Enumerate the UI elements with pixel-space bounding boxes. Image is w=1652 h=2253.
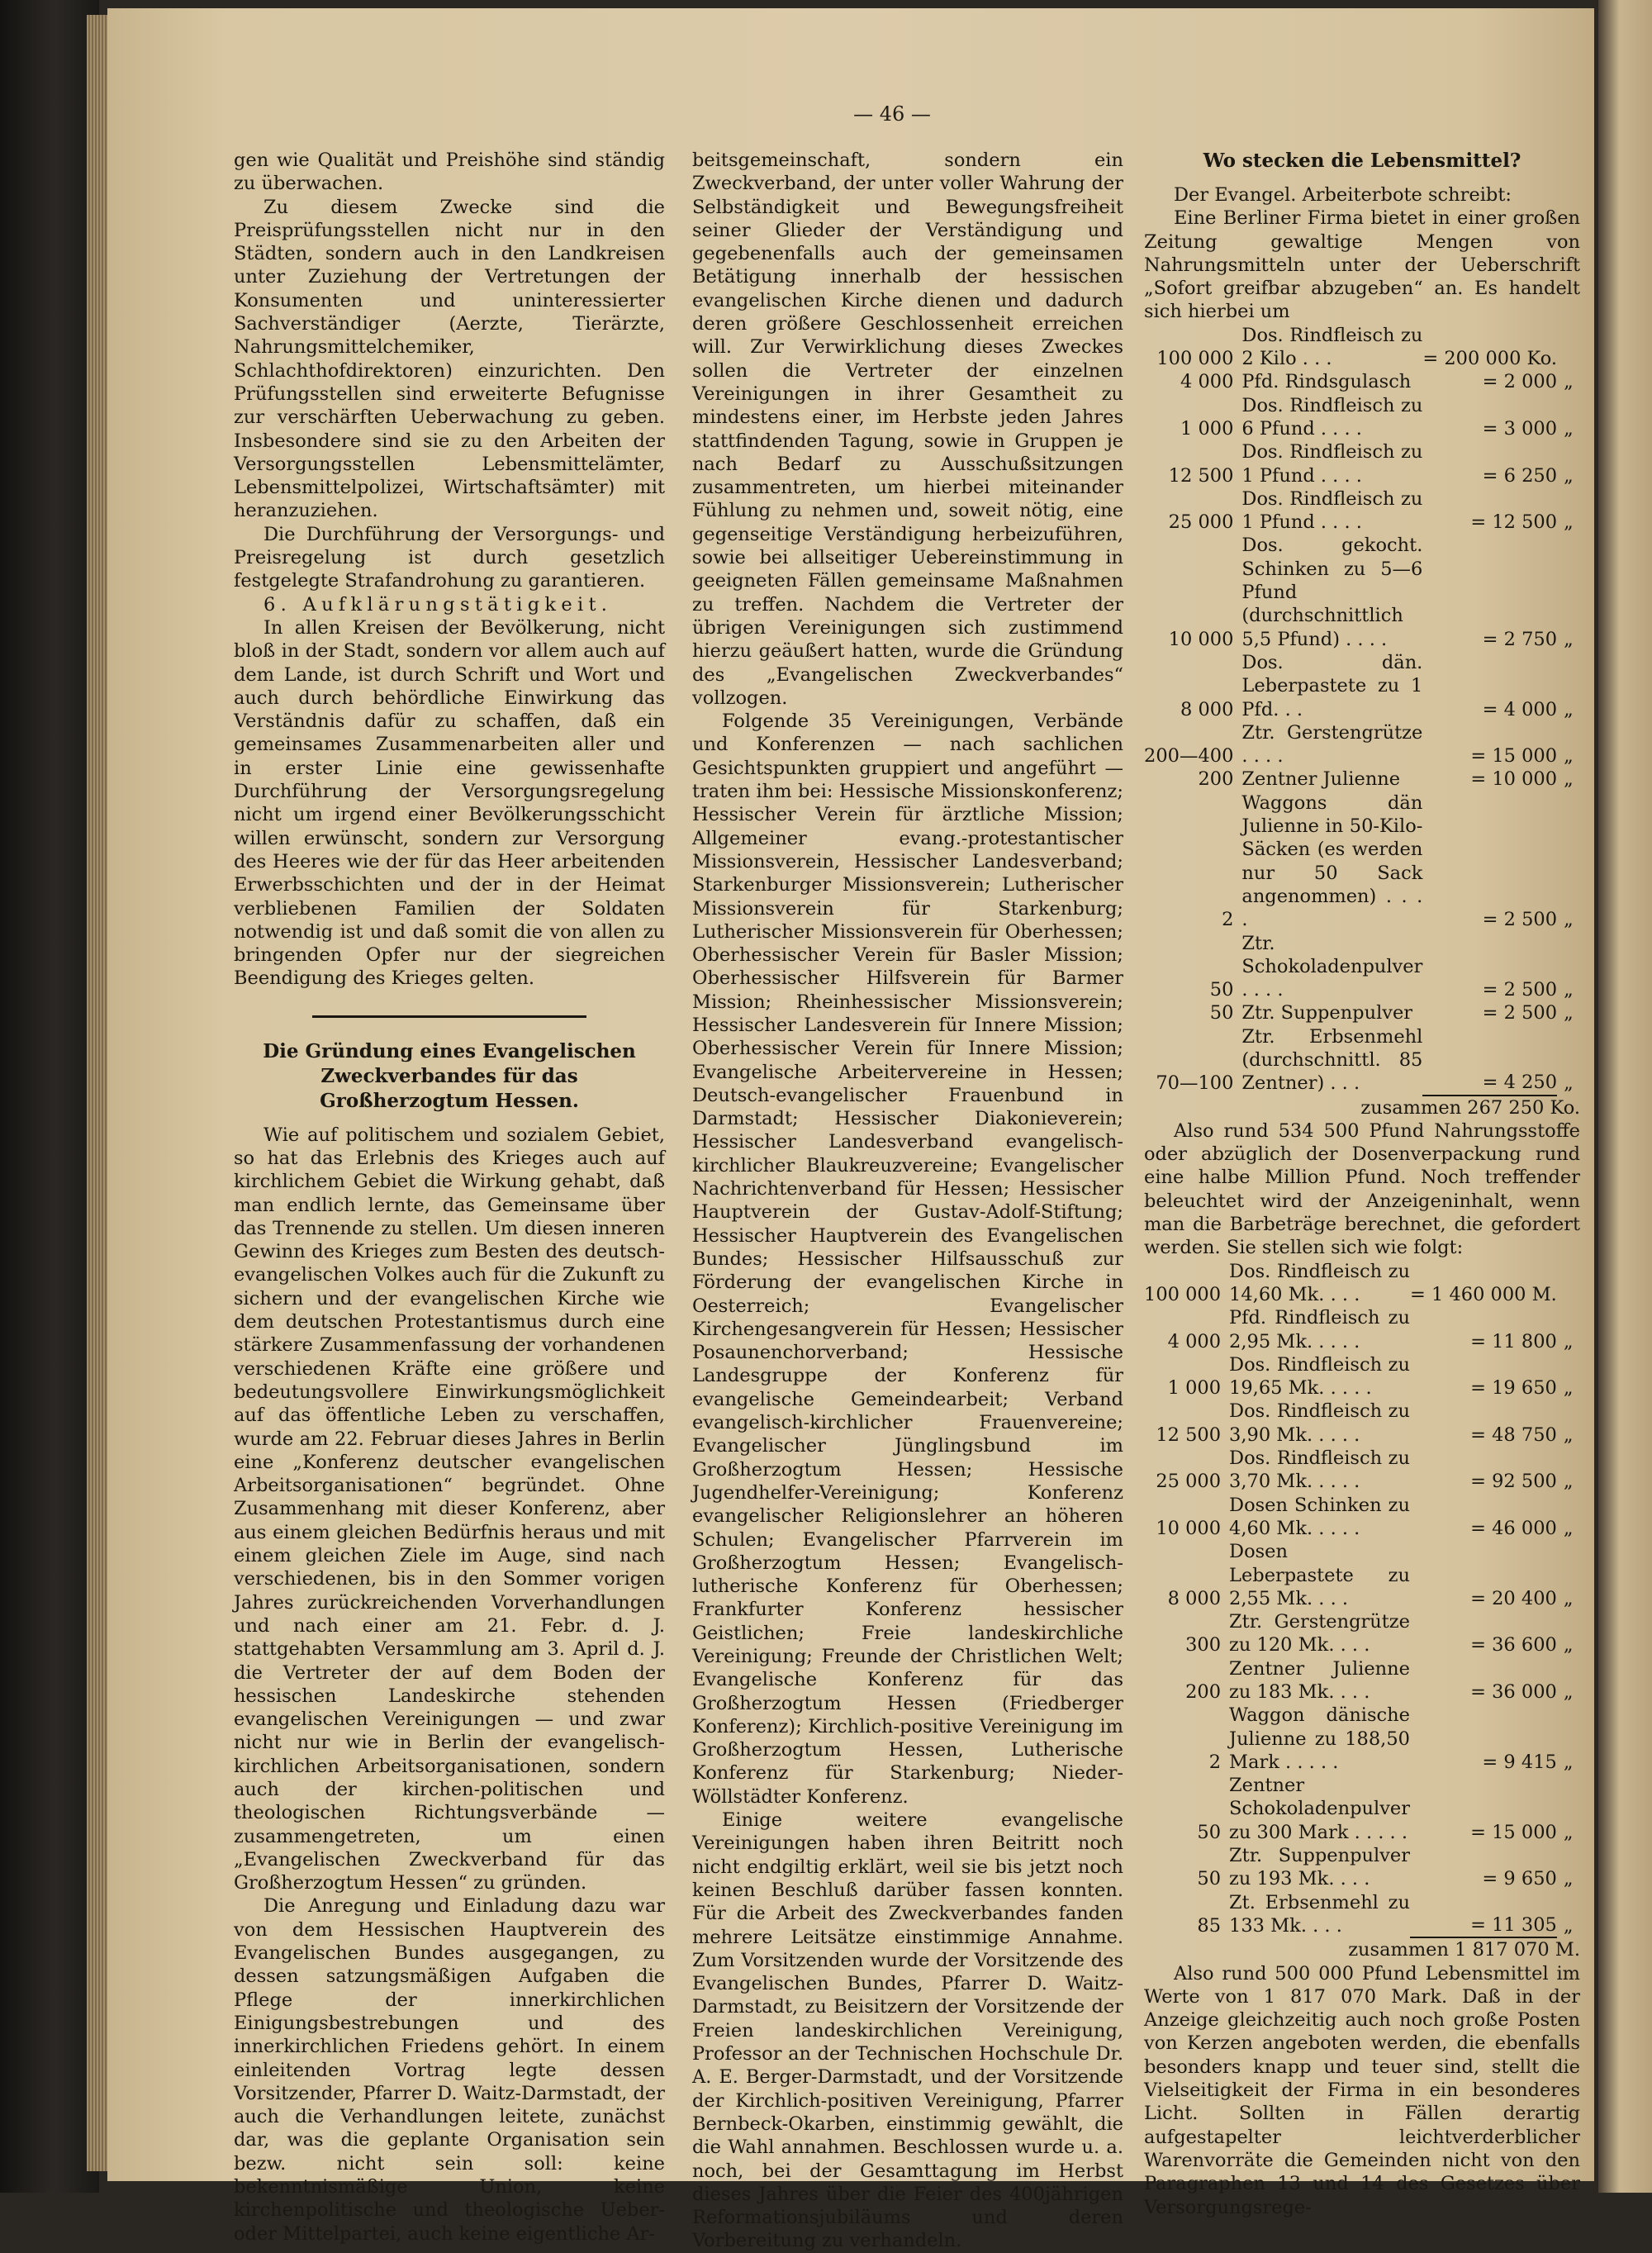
next-page-edge <box>1598 0 1652 2193</box>
table-row <box>1144 1447 1580 1494</box>
book-binding <box>0 0 99 2193</box>
cell-unit: „ <box>1563 1424 1574 1446</box>
table-row <box>1144 651 1580 721</box>
cell-value: = 36 000 <box>1470 1681 1557 1703</box>
cell-qty: 200 <box>1198 768 1234 791</box>
cell-desc: Dosen Leberpastete zu 2,55 Mk. . . . <box>1229 1541 1410 1609</box>
cell-qty: 10 000 <box>1156 1517 1222 1539</box>
cell-value: = 2 500 <box>1482 1002 1558 1024</box>
cell-value: = 2 000 <box>1482 371 1558 393</box>
cell-desc: Dos. Rindfleisch zu 19,65 Mk. . . . . <box>1229 1353 1410 1400</box>
cell-value: = 1 460 000 M. <box>1409 1283 1557 1305</box>
cell-value: = 3 000 <box>1482 417 1558 440</box>
cell-value: = 36 600 <box>1470 1634 1557 1656</box>
table-row <box>1144 1657 1580 1704</box>
table-row <box>1144 1540 1580 1610</box>
cell-qty: 8 000 <box>1180 698 1234 720</box>
paragraph: Einige weitere evangelische Vereinigungen haben ihren Beitritt noch nicht endgiltig erklärt, weil sie bis jetzt noch keinen Beschluß darüber fassen konnten. Für die Arbeit des Zweckverbandes fanden mehrere Leitsätze einstimmige Annahme. Zum Vorsitzenden wurde der Vorsitzende des Evangelischen Bundes, Pfarrer D. Waitz-Darmstadt, zu Beisitzern der Vorsitzende der Freien landeskirchlichen Vereinigung, Professor an der Technischen Hochschule Dr. A. E. Berger-Darmstadt, und der Vorsitzende der Kirchlich-positiven Vereinigung, Pfarrer Bernbeck-Okarben, einstimmig gewählt, die die Wahl annahmen. Beschlossen wurde u. a. noch, bei der Gesamttagung im Herbst dieses Jahres über die Feier des 400jährigen Reformationsjubiläums und deren Vorbereitung zu verhandeln. <box>692 1809 1123 2252</box>
cell-value: = 2 750 <box>1482 628 1558 650</box>
cell-unit: „ <box>1563 1634 1574 1656</box>
cell-qty: 4 000 <box>1167 1330 1222 1352</box>
cell-unit: „ <box>1564 1072 1574 1095</box>
cell-value: = 2 500 <box>1482 979 1558 1001</box>
cell-qty: 85 <box>1197 1914 1222 1937</box>
cell-qty: 10 000 <box>1168 628 1234 650</box>
cell-value: = 4 000 <box>1482 698 1558 720</box>
paragraph: Die Durchführung der Versorgungs- und Preisregelung ist durch gesetzlich festgelegte Strafandrohung zu garantieren. <box>234 523 665 592</box>
cell-unit: „ <box>1563 1330 1574 1352</box>
cell-unit: „ <box>1564 417 1574 440</box>
cell-value: = 6 250 <box>1482 464 1558 487</box>
cell-unit: „ <box>1563 1681 1574 1703</box>
cell-qty: 25 000 <box>1168 511 1234 534</box>
cell-qty: 70—100 <box>1156 1072 1234 1095</box>
paragraph: Also rund 534 500 Pfund Nahrungsstoffe oder abzüglich der Dosenverpackung rund eine halbe Million Pfund. Noch treffender beleuchtet wird der Anzeigeninhalt, wenn man die Barbeträge berechnet, die gefordert werden. Sie stellen sich wie folgt: <box>1144 1119 1580 1259</box>
column-right <box>1144 149 1580 2219</box>
cell-value: = 19 650 <box>1470 1377 1557 1400</box>
cell-desc: Pfd. Rindsgulasch <box>1241 371 1412 393</box>
cell-desc: Ztr. Suppenpulver <box>1241 1002 1413 1024</box>
cell-value: = 4 250 <box>1422 1025 1557 1096</box>
cell-unit: „ <box>1564 768 1574 791</box>
cell-desc: Zt. Erbsenmehl zu 133 Mk. . . . <box>1229 1891 1410 1937</box>
cell-desc: Zentner Julienne zu 183 Mk. . . . <box>1229 1657 1410 1703</box>
cell-desc: Dos. gekocht. Schinken zu 5—6 Pfund (durchschnittlich 5,5 Pfund) . . . . <box>1241 535 1423 650</box>
cell-qty: 12 500 <box>1156 1424 1222 1446</box>
table-row <box>1144 1610 1580 1657</box>
cell-desc: Dos. Rindfleisch zu 2 Kilo . . . <box>1241 324 1423 370</box>
table-row <box>1144 324 1580 371</box>
paragraph: beitsgemeinschaft, sondern ein Zweckverband, der unter voller Wahrung der Selbständigkeit und Bewegungsfreiheit seiner Glieder der Verständigung und gegebenenfalls auch der gemeinsamen Betätigung innerhalb der hessischen evangelischen Kirche dienen und dadurch deren größere Geschlossenheit erreichen will. Zur Verwirklichung dieses Zweckes sollen die Vertreter der einzelnen Vereinigungen in ihrer Gesamtheit zu mindestens einer, im Herbste jeden Jahres stattfindenden Tagung, sowie in Gruppen je nach Bedarf zu Ausschußsitzungen zusammentreten, um hierbei miteinander Fühlung zu nehmen und, soweit nötig, eine gegenseitige Verständigung herbeizuführen, sowie bei allseitiger Uebereinstimmung in geeigneten Fällen gemeinsame Maßnahmen zu treffen. Nachdem die Vertreter der übrigen Vereinigungen sich zustimmend hierzu geäußert hatten, wurde die Gründung des „Evangelischen Zweckverbandes“ vollzogen. <box>692 150 1123 709</box>
cell-qty: 50 <box>1197 1821 1222 1843</box>
price-table-quantities <box>1144 324 1580 1096</box>
table-row <box>1144 1260 1580 1307</box>
cell-desc: Zentner Julienne <box>1241 768 1401 791</box>
table-row <box>1144 534 1580 650</box>
cell-unit: „ <box>1563 1868 1574 1890</box>
cell-desc: Dos. Rindfleisch zu 1 Pfund . . . . <box>1241 441 1423 487</box>
cell-unit <box>1557 324 1580 371</box>
table-row <box>1144 768 1580 791</box>
cell-qty: 300 <box>1185 1634 1222 1656</box>
cell-unit: „ <box>1563 1471 1574 1493</box>
cell-desc: Waggon dänische Julienne zu 188,50 Mark . . . . . <box>1229 1704 1410 1773</box>
cell-unit: „ <box>1564 979 1574 1001</box>
table-total: zusammen 267 250 Ko. <box>1360 1096 1580 1119</box>
cell-value: = 20 400 <box>1470 1587 1557 1609</box>
cell-unit: „ <box>1563 1751 1574 1773</box>
table-row <box>1144 1025 1580 1096</box>
cell-qty: 1 000 <box>1167 1377 1222 1400</box>
cell-qty: 100 000 <box>1156 348 1234 370</box>
cell-qty: 200—400 <box>1144 745 1234 768</box>
cell-desc: Dos. Rindfleisch zu 3,70 Mk. . . . . <box>1229 1447 1410 1493</box>
cell-value: = 12 500 <box>1470 511 1558 534</box>
cell-unit: „ <box>1563 1914 1574 1937</box>
column-left <box>234 149 665 2246</box>
paragraph: In allen Kreisen der Bevölkerung, nicht bloß in der Stadt, sondern vor allem auch auf dem Lande, ist durch Schrift und Wort und auch durch behördliche Einwirkung das Verständnis dafür zu schaffen, daß ein gemeinsames Zusammenarbeiten aller und in erster Linie eine gewissenhafte Durchführung der Versorgungsregelung nicht um irgend einer Bevölkerungsschicht willen erwünscht, sondern zur Versorgung des Heeres wie der für das Heer arbeitenden Erwerbsschichten und der in der Heimat verbliebenen Familien der Soldaten notwendig ist und daß somit die von allen zu bringenden Opfer nur der siegreichen Beendigung des Krieges gelten. <box>234 616 665 990</box>
paragraph: gen wie Qualität und Preishöhe sind ständig zu überwachen. <box>234 150 665 195</box>
paragraph: Zu diesem Zwecke sind die Preisprüfungsstellen nicht nur in den Städten, sondern auch in den Landkreisen unter Zuziehung der Vertretungen der Konsumenten und uninteressierter Sachverständiger (Aerzte, Tierärzte, Nahrungsmittelchemiker, Schlachthofdirektoren) einzurichten. Den Prüfungsstellen sind erweiterte Befugnisse zur verschärften Ueberwachung zu geben. Insbesondere sind sie zu den Arbeiten der Versorgungsstellen Lebensmittelämter, Lebensmittelpolizei, Wirtschaftsämter) mit heranzuziehen. <box>234 196 665 522</box>
table-row <box>1144 1844 1580 1891</box>
cell-desc: Ztr. Gerstengrütze zu 120 Mk. . . . <box>1229 1611 1410 1656</box>
cell-unit <box>1557 1260 1580 1307</box>
cell-qty: 12 500 <box>1168 464 1234 487</box>
cell-qty: 2 <box>1208 1751 1222 1773</box>
table-total: zusammen 1 817 070 M. <box>1348 1939 1580 1961</box>
table-row <box>1144 394 1580 441</box>
cell-desc: Dos. Rindfleisch zu 14,60 Mk. . . . <box>1229 1260 1410 1305</box>
cell-qty: 50 <box>1197 1868 1222 1890</box>
cell-qty: 50 <box>1209 979 1234 1001</box>
article-title: Die Gründung eines Evangelischen Zweckverbandes für das Großherzogtum Hessen. <box>263 1039 636 1112</box>
table-row <box>1144 1353 1580 1400</box>
cell-unit: „ <box>1564 909 1574 931</box>
column-middle <box>692 149 1123 2253</box>
price-table-total <box>1144 1096 1580 1119</box>
cell-value: = 10 000 <box>1470 768 1558 791</box>
table-row <box>1144 932 1580 1002</box>
table-row <box>1144 487 1580 535</box>
cell-value: = 92 500 <box>1470 1471 1557 1493</box>
cell-unit: „ <box>1563 1517 1574 1539</box>
table-row <box>1144 1306 1580 1353</box>
table-row <box>1144 1001 1580 1024</box>
cell-desc: Ztr. Gerstengrütze . . . . <box>1241 721 1423 768</box>
table-row <box>1144 1891 1580 1938</box>
paragraph: Die Anregung und Einladung dazu war von dem Hessischen Hauptverein des Evangelischen Bundes ausgegangen, zu dessen satzungsmäßigen Aufgaben die Pflege der innerkirchlichen Einigungsbestrebungen und des innerkirchlichen Friedens gehört. In einem einleitenden Vortrag legte dessen Vorsitzender, Pfarrer D. Waitz-Darmstadt, der auch die Verhandlungen leitete, zunächst dar, was die geplante Organisation sein bezw. nicht sein soll: keine bekenntnismäßige Union, keine kirchenpolitische und theologische Ueber- oder Mittelpartei, auch keine eigentliche Ar- <box>234 1895 665 2245</box>
cell-desc: Dos. Rindfleisch zu 1 Pfund . . . . <box>1241 487 1423 534</box>
cell-unit: „ <box>1564 745 1574 768</box>
cell-value: = 15 000 <box>1470 1821 1557 1843</box>
paragraph: Also rund 500 000 Pfund Lebensmittel im Werte von 1 817 070 Mark. Daß in der Anzeige gleichzeitig auch noch große Posten von Kerzen angeboten werden, die ebenfalls besonders knapp und teuer sind, stellt die Vielseitigkeit der Firma in ein besonderes Licht. Sollten in Fällen derartig aufgestapelter leichtverderblicher Warenvorräte die Gemeinden nicht von den Paragraphen 13 und 14 des Gesetzes über Versorgungsrege- <box>1144 1962 1580 2218</box>
cell-qty: 100 000 <box>1144 1283 1222 1305</box>
table-row <box>1144 440 1580 487</box>
price-table-amounts <box>1144 1260 1580 1939</box>
cell-value: = 9 415 <box>1482 1751 1557 1773</box>
cell-qty: 50 <box>1209 1002 1234 1024</box>
cell-value: = 46 000 <box>1470 1517 1557 1539</box>
cell-desc: Zentner Schokoladenpulver zu 300 Mark . . . . . <box>1229 1775 1410 1843</box>
cell-desc: Dos. Rindfleisch zu 3,90 Mk. . . . . <box>1229 1400 1410 1446</box>
cell-value: = 11 800 <box>1470 1330 1557 1352</box>
cell-unit: „ <box>1563 1821 1574 1843</box>
cell-desc: Dosen Schinken zu 4,60 Mk. . . . . <box>1229 1494 1410 1539</box>
cell-value: = 9 650 <box>1482 1868 1557 1890</box>
cell-qty: 2 <box>1222 909 1234 931</box>
table-row <box>1144 721 1580 768</box>
cell-desc: Dos. dän. Leberpastete zu 1 Pfd. . . <box>1241 651 1423 720</box>
cell-unit: „ <box>1564 511 1574 534</box>
table-row <box>1144 1774 1580 1844</box>
divider-rule <box>312 1015 586 1018</box>
cell-desc: Ztr. Schokoladenpulver . . . . <box>1241 932 1423 1001</box>
cell-value: = 11 305 <box>1410 1891 1557 1938</box>
table-row <box>1144 370 1580 393</box>
cell-qty: 25 000 <box>1156 1471 1222 1493</box>
cell-value: = 200 000 Ko. <box>1422 348 1558 370</box>
cell-unit: „ <box>1564 628 1574 650</box>
cell-value: = 15 000 <box>1470 745 1558 768</box>
cell-qty: 1 000 <box>1180 417 1234 440</box>
cell-unit: „ <box>1564 464 1574 487</box>
cell-qty: 8 000 <box>1167 1587 1222 1609</box>
cell-unit: „ <box>1563 1587 1574 1609</box>
cell-unit: „ <box>1564 371 1574 393</box>
cell-value: = 2 500 <box>1482 909 1558 931</box>
paragraph: Der Evangel. Arbeiterbote schreibt: <box>1174 184 1512 206</box>
cell-desc: Ztr. Erbsenmehl (durchschnittl. 85 Zentner) . . . <box>1241 1025 1423 1095</box>
table-row <box>1144 1494 1580 1541</box>
cell-desc: Pfd. Rindfleisch zu 2,95 Mk. . . . . <box>1229 1307 1410 1352</box>
table-row <box>1144 1400 1580 1447</box>
price-table-total <box>1144 1938 1580 1961</box>
cell-qty: 200 <box>1185 1681 1222 1703</box>
cell-unit: „ <box>1563 1377 1574 1400</box>
paragraph: Wie auf politischem und sozialem Gebiet, so hat das Erlebnis des Krieges auch auf kirchlichem Gebiet die Wirkung gehabt, daß man endlich lernte, das Gemeinsame über das Trennende zu stellen. Um diesen inneren Gewinn des Krieges zum Besten des deutsch-evangelischen Volkes auch für die Zukunft zu sichern und der evangelischen Kirche wie dem deutschen Protestantismus durch eine stärkere Zusammenfassung der vorhandenen verschiedenen Kräfte eine größere und bedeutungsvollere Einwirkungsmöglichkeit auf das öffentliche Leben zu verschaffen, wurde am 22. Februar dieses Jahres in Berlin eine „Konferenz deutscher evangelischen Arbeitsorganisationen“ begründet. Ohne Zusammenhang mit dieser Konferenz, aber aus einem gleichen Bedürfnis heraus und mit einem gleichen Ziele im Auge, sind nach verschiedenen, bis in den Sommer vorigen Jahres zurückreichenden Vorverhandlungen und nach einer am 21. Febr. d. J. stattgehabten Versammlung am 3. April d. J. die Vertreter der auf dem Boden der hessischen Landeskirche stehenden evangelischen Vereinigungen — und zwar nicht nur wie in Berlin der evangelisch-kirchlichen Arbeitsorganisationen, sondern auch der kirchen-politischen und theologischen Richtungsverbände — zusammengetreten, um einen „Evangelischen Zweckverband für das Großherzogtum Hessen“ zu gründen. <box>234 1124 665 1894</box>
cell-desc: Dos. Rindfleisch zu 6 Pfund . . . . <box>1241 394 1423 440</box>
page-number: — 46 — <box>853 102 931 126</box>
cell-unit: „ <box>1564 1002 1574 1024</box>
paragraph: Folgende 35 Vereinigungen, Verbände und Konferenzen — nach sachlichen Gesichtspunkten gruppiert und angeführt — traten ihm bei: Hessische Missionskonferenz; Hessischer Verein für ärztliche Mission; Allgemeiner evang.-protestantischer Missionsverein, Hessischer Landesverband; Starkenburger Missionsverein; Lutherischer Missionsverein für Starkenburg; Lutherischer Missionsverein für Oberhessen; Oberhessischer Verein für Basler Mission; Oberhessischer Hilfsverein für Barmer Mission; Rheinhessischer Missionsverein; Hessischer Landesverein für Innere Mission; Oberhessischer Verein für Innere Mission; Evangelische Arbeitervereine in Hessen; Deutsch-evangelischer Frauenbund in Darmstadt; Hessischer Diakonieverein; Hessischer Landesverband evangelisch-kirchlicher Blaukreuzvereine; Evangelischer Nachrichtenverband für Hessen; Hessischer Hauptverein der Gustav-Adolf-Stiftung; Hessischer Hauptverein des Evangelischen Bundes; Hessischer Hilfsausschuß zur Förderung der evangelischen Kirche in Oesterreich; Evangelischer Kirchengesangverein für Hessen; Hessischer Posaunenchorverband; Hessische Landesgruppe der Konferenz für evangelische Gemeindearbeit; Verband evangelisch-kirchlicher Frauenvereine; Evangelischer Jünglingsbund im Großherzogtum Hessen; Hessische Jugendhelfer-Vereinigung; Konferenz evangelischer Religionslehrer an höheren Schulen; Evangelischer Pfarrverein im Großherzogtum Hessen; Evangelisch-lutherische Konferenz für Oberhessen; Frankfurter Konferenz hessischer Geistlichen; Freie landeskirchliche Vereinigung; Freunde der Christlichen Welt; Evangelische Konferenz für das Großherzogtum Hessen (Friedberger Konferenz); Kirchlich-positive Vereinigung im Großherzogtum Hessen, Lutherische Konferenz für Starkenburg; Nieder-Wöllstädter Konferenz. <box>692 711 1123 1808</box>
cell-desc: Waggons dän Julienne in 50-Kilo-Säcken (es werden nur 50 Sack angenommen) . . . . <box>1241 791 1423 931</box>
cell-desc: Ztr. Suppenpulver zu 193 Mk. . . . <box>1229 1845 1410 1890</box>
table-row <box>1144 791 1580 932</box>
paragraph: Eine Berliner Firma bietet in einer großen Zeitung gewaltige Mengen von Nahrungsmitteln unter der Ueberschrift „Sofort greifbar abzugeben“ an. Es handelt sich hierbei um <box>1144 207 1580 323</box>
cell-unit: „ <box>1564 698 1574 720</box>
cell-qty: 4 000 <box>1180 371 1234 393</box>
article-title: Wo stecken die Lebensmittel? <box>1203 150 1521 172</box>
table-row <box>1144 1704 1580 1774</box>
section-subheading: 6. Aufklärungstätigkeit. <box>263 593 613 616</box>
cell-value: = 48 750 <box>1470 1424 1557 1446</box>
